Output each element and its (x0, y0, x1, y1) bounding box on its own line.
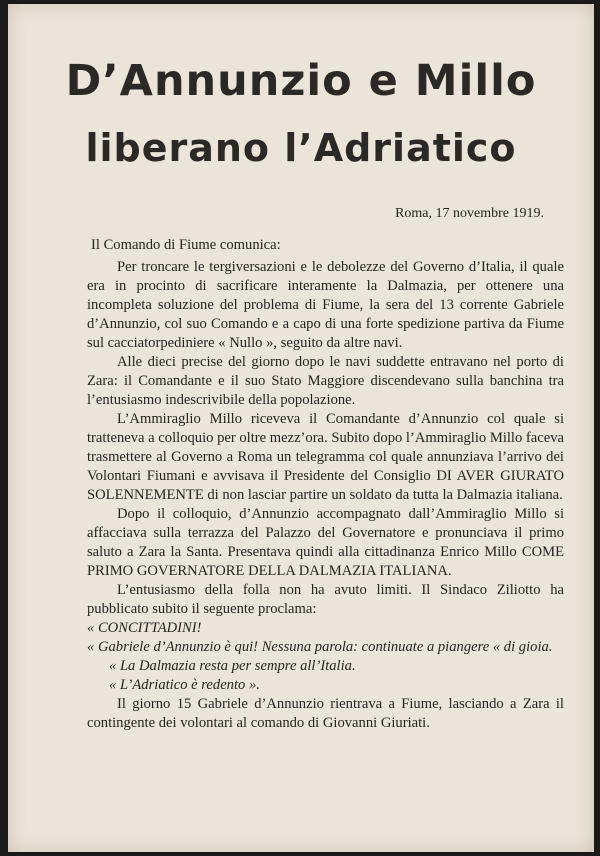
headline-line-1: D’Annunzio e Millo (65, 56, 537, 106)
closing-paragraph: Il giorno 15 Gabriele d’Annunzio rientrava a Fiume, lasciando a Zara il contingente dei volontari al comando di Giovanni Giuriati. (87, 696, 564, 731)
paragraph-2: Alle dieci precise del giorno dopo le navi suddette entravano nel porto di Zara: il Comandante e il suo Stato Maggiore discendevano sulla banchina tra l’entusiasmo indescrivibile della popolazione. (87, 354, 564, 408)
proclamation-line-3: « L’Adriatico è redento ». (109, 677, 260, 693)
paragraph-4: Dopo il colloquio, d’Annunzio accompagnato dall’Ammiraglio Millo si affacciava sulla terrazza del Palazzo del Governatore e pronunciava il primo saluto a Zara la Santa. Presentava quindi alla cittadinanza Enrico Millo COME PRIMO GOVERNATORE DELLA DALMAZIA ITALIANA. (87, 506, 564, 579)
proclamation-line-1: « Gabriele d’Annunzio è qui! Nessuna parola: continuate a piangere « di gioia. (87, 639, 553, 655)
dateline: Roma, 17 novembre 1919. (395, 206, 544, 221)
proclamation (87, 619, 564, 695)
headline-line-2: liberano l’Adriatico (85, 126, 517, 170)
proclamation-heading: « CONCITTADINI! (87, 620, 202, 636)
body-text (87, 236, 564, 733)
paragraph-5: L’entusiasmo della folla non ha avuto limiti. Il Sindaco Ziliotto ha pubblicato subito il seguente proclama: (87, 582, 564, 617)
paragraph-3: L’Ammiraglio Millo riceveva il Comandante d’Annunzio col quale si tratteneva a colloquio per oltre mezz’ora. Subito dopo l’Ammiraglio Millo faceva trasmettere al Governo a Roma un telegramma col quale annunziava l’arrivo dei Volontari Fiumani e avvisava il Presidente del Consiglio DI AVER GIURATO SOLENNEMENTE di non lasciar partire un soldato da tutta la Dalmazia italiana. (87, 411, 564, 503)
paragraph-1: Per troncare le tergiversazioni e le debolezze del Governo d’Italia, il quale era in procinto di sacrificare interamente la Dalmazia, per ottenere una incompleta soluzione del problema di Fiume, la sera del 13 corrente Gabriele d’Annunzio, col suo Comando e a capo di una forte spedizione partiva da Fiume sul cacciatorpediniere « Nullo », seguito da altre navi. (87, 259, 564, 351)
proclamation-line-2: « La Dalmazia resta per sempre all’Italia. (109, 658, 356, 674)
document-sheet (8, 4, 594, 852)
intro-line: Il Comando di Fiume comunica: (91, 237, 281, 253)
